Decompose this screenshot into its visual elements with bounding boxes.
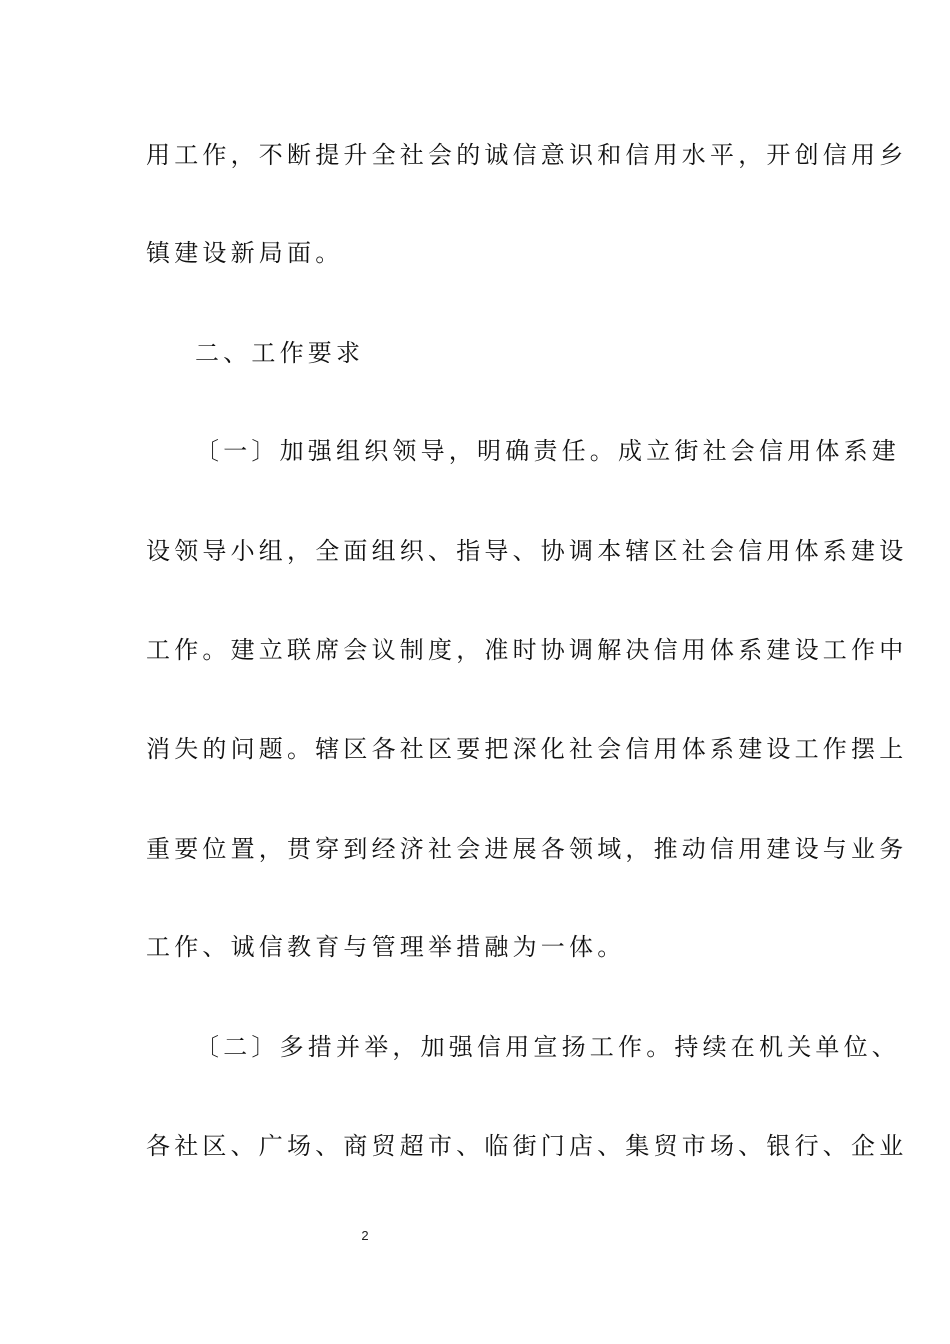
text-line-7: 消失的问题。辖区各社区要把深化社会信用体系建设工作摆上	[146, 735, 908, 763]
text-line-10: 〔二〕多措并举，加强信用宣扬工作。持续在机关单位、	[195, 1033, 900, 1061]
text-line-8: 重要位置，贯穿到经济社会进展各领域，推动信用建设与业务	[146, 835, 908, 863]
text-line-2: 镇建设新局面。	[146, 239, 344, 267]
page-number: 2	[361, 1228, 369, 1243]
section-heading: 二、工作要求	[195, 339, 365, 367]
text-line-1: 用工作，不断提升全社会的诚信意识和信用水平，开创信用乡	[146, 141, 908, 169]
text-line-6: 工作。建立联席会议制度，准时协调解决信用体系建设工作中	[146, 636, 908, 664]
text-line-5: 设领导小组，全面组织、指导、协调本辖区社会信用体系建设	[146, 537, 908, 565]
text-line-11: 各社区、广场、商贸超市、临街门店、集贸市场、银行、企业	[146, 1132, 908, 1160]
text-line-9: 工作、诚信教育与管理举措融为一体。	[146, 933, 626, 961]
text-line-4: 〔一〕加强组织领导，明确责任。成立街社会信用体系建	[195, 437, 900, 465]
